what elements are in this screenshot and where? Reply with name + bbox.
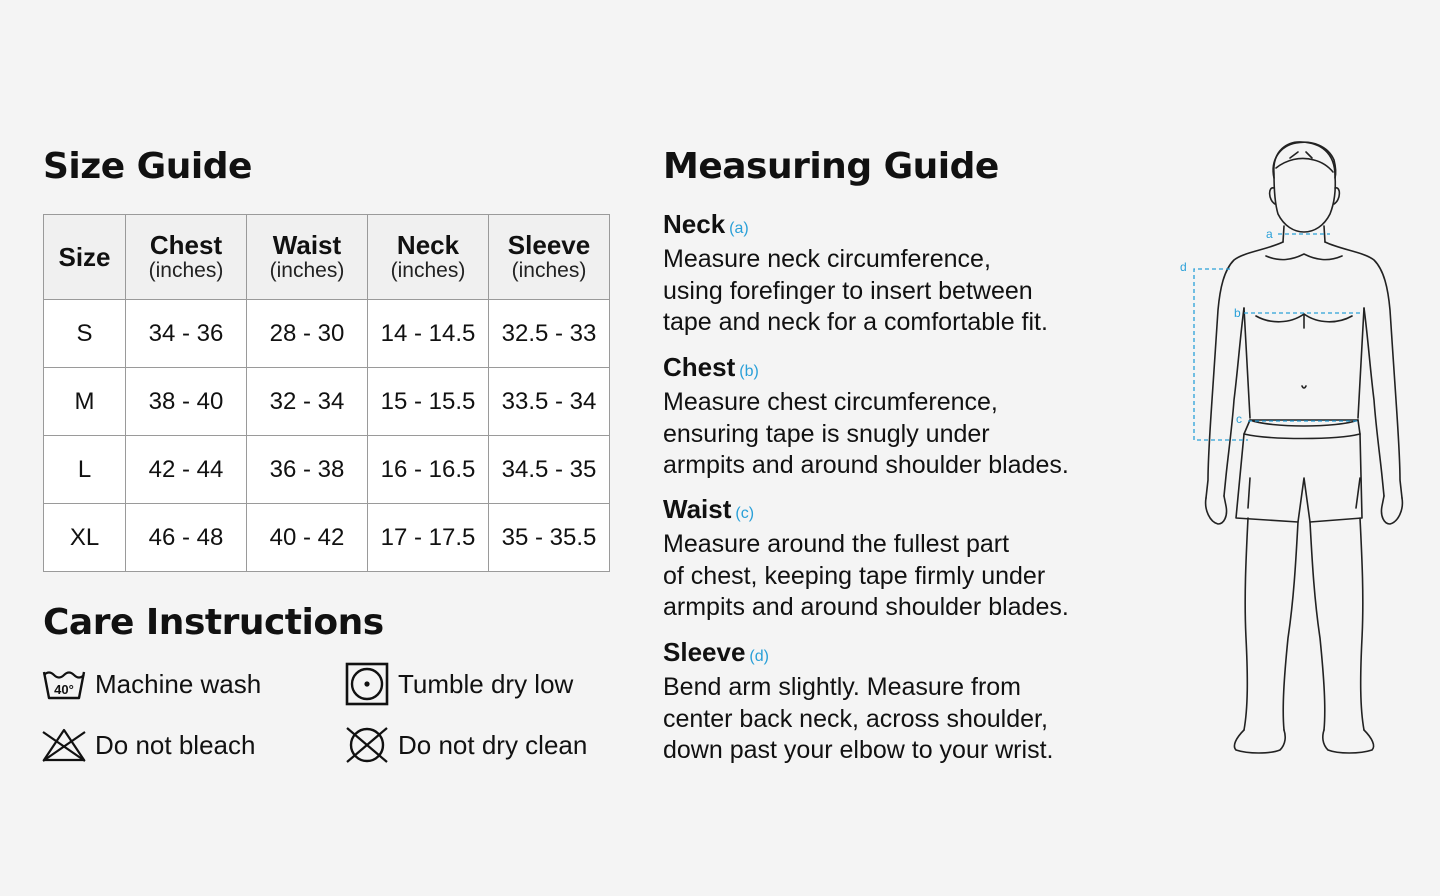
cell-chest: 34 - 36 (126, 300, 247, 368)
measure-neck-heading (663, 209, 1163, 244)
measure-chest-title: Chest (663, 352, 736, 382)
cell-waist: 28 - 30 (247, 300, 368, 368)
measure-sleeve-heading (663, 637, 1163, 672)
marker-d: d (1180, 260, 1187, 274)
measuring-guide-title: Measuring Guide (663, 146, 999, 187)
header-sleeve-unit: (inches) (511, 259, 587, 282)
cell-sleeve: 34.5 - 35 (489, 436, 610, 504)
cell-size: S (44, 300, 126, 368)
care-tumble-dry-low (344, 662, 573, 706)
cell-size: M (44, 368, 126, 436)
measure-neck-section (663, 209, 1163, 339)
measure-sleeve-line: down past your elbow to your wrist. (663, 736, 1054, 764)
care-do-not-dry-clean (344, 723, 587, 767)
marker-a: a (1266, 227, 1273, 241)
care-instructions-title: Care Instructions (43, 602, 384, 643)
header-neck-label: Neck (396, 230, 460, 260)
size-table-header-row (44, 215, 610, 300)
cell-waist: 36 - 38 (247, 436, 368, 504)
machine-wash-40-icon (41, 662, 87, 706)
measure-sleeve-line: center back neck, across shoulder, (663, 704, 1048, 733)
measure-waist-heading (663, 494, 1163, 529)
table-row (44, 368, 610, 436)
measure-sleeve-title: Sleeve (663, 637, 746, 667)
measure-waist-line: armpits and around shoulder blades. (663, 593, 1069, 621)
header-neck-unit: (inches) (390, 259, 466, 282)
header-size (44, 215, 126, 300)
table-row (44, 300, 610, 368)
measure-neck-line: using forefinger to insert between (663, 276, 1033, 305)
cell-chest: 46 - 48 (126, 504, 247, 572)
marker-c: c (1236, 412, 1242, 426)
measure-chest-heading (663, 352, 1163, 387)
cell-size: XL (44, 504, 126, 572)
cell-sleeve: 33.5 - 34 (489, 368, 610, 436)
measure-neck-line: Measure neck circumference, (663, 245, 991, 273)
measure-waist-title: Waist (663, 494, 732, 524)
care-do-not-bleach-label: Do not bleach (95, 729, 256, 760)
care-machine-wash (41, 662, 261, 706)
marker-b: b (1234, 306, 1241, 320)
measure-chest-letter: (b) (739, 363, 759, 380)
header-chest (126, 215, 247, 300)
cell-chest: 42 - 44 (126, 436, 247, 504)
cell-sleeve: 32.5 - 33 (489, 300, 610, 368)
size-guide-title: Size Guide (43, 146, 252, 187)
table-row (44, 504, 610, 572)
cell-waist: 32 - 34 (247, 368, 368, 436)
cell-waist: 40 - 42 (247, 504, 368, 572)
cell-chest: 38 - 40 (126, 368, 247, 436)
measure-neck-line: tape and neck for a comfortable fit. (663, 308, 1048, 336)
do-not-bleach-icon (41, 723, 87, 767)
header-neck (368, 215, 489, 300)
tumble-dry-low-icon (344, 662, 390, 706)
care-tumble-dry-low-label: Tumble dry low (398, 668, 574, 699)
cell-sleeve: 35 - 35.5 (489, 504, 610, 572)
measure-chest-line: ensuring tape is snugly under (663, 419, 990, 448)
header-chest-unit: (inches) (148, 259, 224, 282)
body-figure-illustration (1170, 138, 1420, 763)
do-not-dry-clean-icon (344, 723, 390, 767)
size-table (43, 214, 610, 572)
measure-neck-letter: (a) (729, 220, 749, 237)
care-machine-wash-label: Machine wash (95, 668, 262, 699)
wash-temperature: 40° (54, 682, 74, 697)
measure-waist-letter: (c) (735, 505, 755, 522)
header-sleeve-label: Sleeve (507, 230, 591, 260)
header-waist-label: Waist (272, 230, 342, 260)
measure-chest-line: armpits and around shoulder blades. (663, 451, 1069, 479)
header-size-label: Size (58, 242, 111, 272)
care-do-not-dry-clean-label: Do not dry clean (398, 729, 588, 760)
table-row (44, 436, 610, 504)
cell-neck: 16 - 16.5 (368, 436, 489, 504)
cell-neck: 15 - 15.5 (368, 368, 489, 436)
care-do-not-bleach (41, 723, 255, 767)
measure-sleeve-letter: (d) (749, 648, 769, 665)
cell-neck: 17 - 17.5 (368, 504, 489, 572)
measure-chest-section (663, 352, 1163, 482)
measure-sleeve-section (663, 637, 1163, 767)
cell-size: L (44, 436, 126, 504)
header-waist (247, 215, 368, 300)
header-sleeve (489, 215, 610, 300)
measure-neck-title: Neck (663, 209, 726, 239)
cell-neck: 14 - 14.5 (368, 300, 489, 368)
measure-sleeve-line: Bend arm slightly. Measure from (663, 673, 1021, 701)
measure-waist-line: of chest, keeping tape firmly under (663, 561, 1046, 590)
measure-waist-line: Measure around the fullest part (663, 530, 1010, 558)
header-chest-label: Chest (149, 230, 223, 260)
measure-waist-section (663, 494, 1163, 624)
measure-chest-line: Measure chest circumference, (663, 388, 998, 416)
header-waist-unit: (inches) (269, 259, 345, 282)
